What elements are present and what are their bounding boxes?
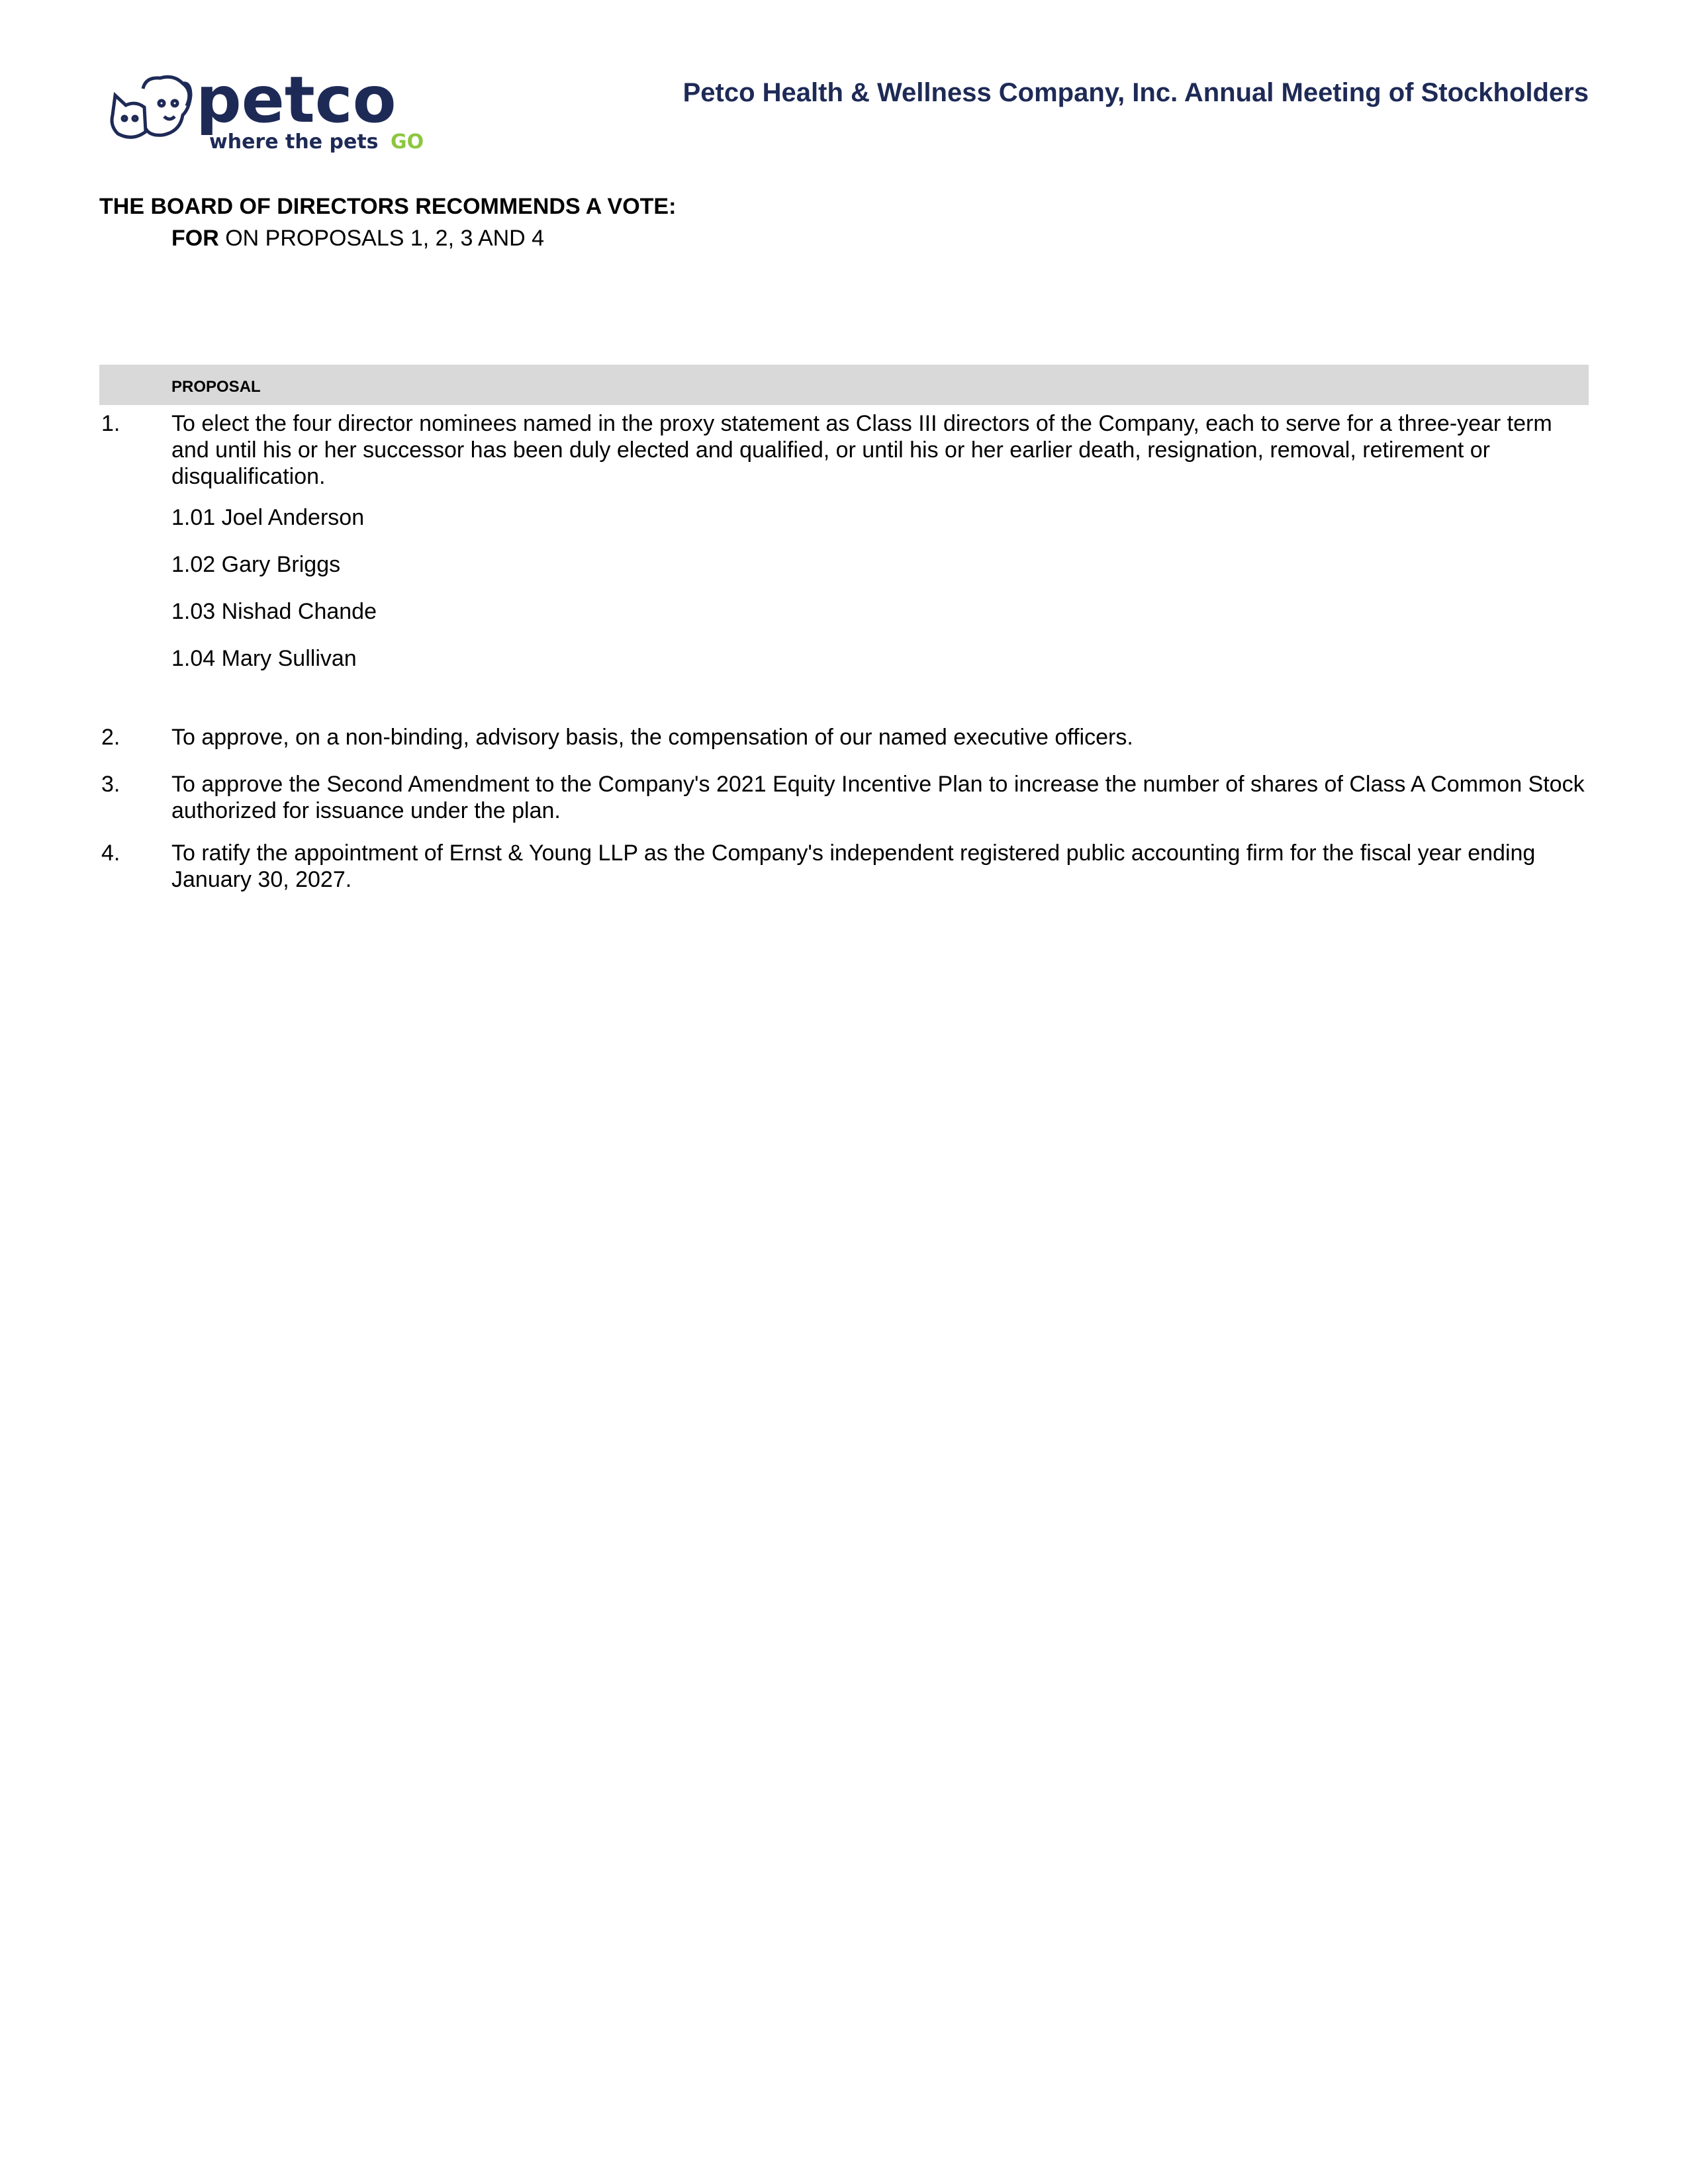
proposal-item-2: [99, 724, 1589, 751]
proposal-text: To approve, on a non-binding, advisory basis, the compensation of our named executive officers.: [171, 725, 1133, 750]
proposal-number: 2.: [101, 725, 120, 750]
proposal-item-3: [99, 771, 1589, 824]
logo-tagline-main: where the pets: [209, 130, 379, 154]
proposal-header-label: PROPOSAL: [171, 378, 261, 396]
proposal-item-4: [99, 840, 1589, 893]
proposal-text: To elect the four director nominees named in the proxy statement as Class III directors of the Company, each to serve for a three-year term and until his or her successor has been duly elected and qualified, or until his or her earlier death, resignation, removal, retirement or disqualification.: [171, 411, 1552, 489]
proposal-number: 4.: [101, 841, 120, 866]
nominee-1: 1.01 Joel Anderson: [171, 505, 365, 530]
dog-cat-icon: [112, 77, 191, 137]
proposal-item-1: [99, 410, 1589, 490]
proposal-number: 1.: [101, 411, 120, 436]
recommendation-line: [171, 226, 544, 251]
meeting-title: Petco Health & Wellness Company, Inc. Annual Meeting of Stockholders: [682, 78, 1589, 107]
nominee-4: 1.04 Mary Sullivan: [171, 646, 357, 671]
petco-logo: [106, 63, 424, 155]
vote-word: FOR: [171, 226, 219, 251]
nominee-3: 1.03 Nishad Chande: [171, 599, 377, 624]
nominee-2: 1.02 Gary Briggs: [171, 552, 341, 577]
recommendation-heading: THE BOARD OF DIRECTORS RECOMMENDS A VOTE:: [99, 194, 677, 219]
proposal-text: To approve the Second Amendment to the Company's 2021 Equity Incentive Plan to increase the number of shares of Class A Common Stock authorized for issuance under the plan.: [171, 772, 1585, 823]
logo-wordmark: petco: [196, 63, 397, 137]
proposal-header-bar: [99, 365, 1589, 405]
logo-tagline: [209, 130, 424, 154]
proposal-number: 3.: [101, 772, 120, 797]
logo-tagline-go: GO: [390, 130, 424, 154]
proposal-text: To ratify the appointment of Ernst & Young LLP as the Company's independent registered public accounting firm for the fiscal year ending January 30, 2027.: [171, 841, 1536, 892]
vote-proposals: ON PROPOSALS 1, 2, 3 AND 4: [218, 226, 545, 251]
